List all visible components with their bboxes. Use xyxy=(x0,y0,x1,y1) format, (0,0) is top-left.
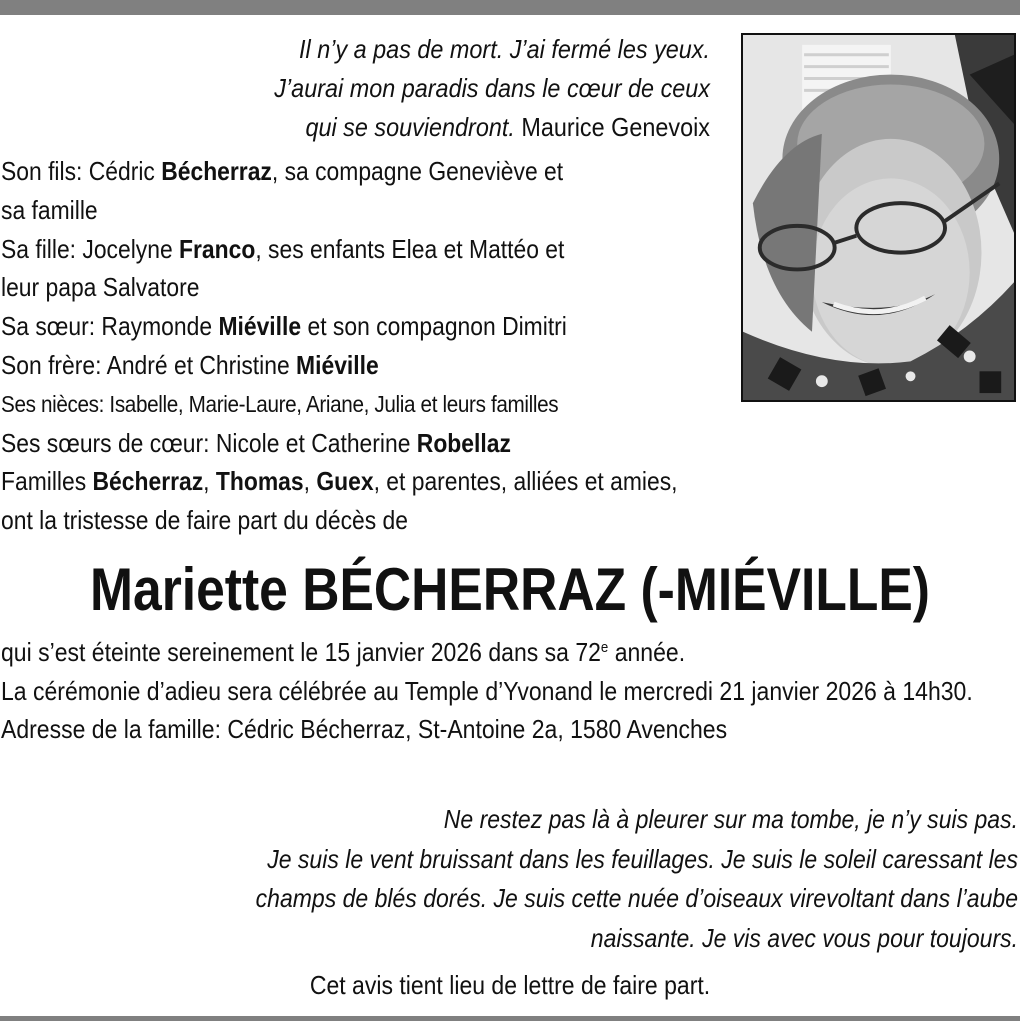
family-heart-sisters xyxy=(1,424,758,463)
family-son-suffix: , sa compagne Geneviève et xyxy=(271,156,564,186)
family-heart-sisters-prefix: Ses sœurs de cœur: Nicole et Catherine xyxy=(1,427,417,458)
portrait-photo xyxy=(741,33,1016,402)
families-suffix: , et parentes, alliées et amies, xyxy=(373,466,678,497)
family-son xyxy=(1,152,758,191)
family-sister-name: Miéville xyxy=(218,311,302,342)
families-name-3: Guex xyxy=(316,466,374,497)
bottom-rule xyxy=(0,1016,1020,1021)
families-sep-1: , xyxy=(203,466,216,497)
family-brother-name: Miéville xyxy=(296,349,379,380)
family-heart-sisters-name: Robellaz xyxy=(416,427,511,458)
family-son-line-2: sa famille xyxy=(1,194,98,225)
family-daughter-prefix: Sa fille: Jocelyne xyxy=(1,233,180,264)
family-sister xyxy=(1,307,758,346)
death-statement-suffix: année. xyxy=(608,637,686,667)
death-details xyxy=(1,633,1020,749)
family-list xyxy=(1,152,758,540)
families-name-2: Thomas xyxy=(215,466,304,497)
family-daughter-line-2: leur papa Salvatore xyxy=(1,272,200,303)
epigraph-line-1: Il n’y a pas de mort. J’ai fermé les yeux. xyxy=(299,34,710,64)
family-families xyxy=(1,462,758,501)
family-daughter-name: Franco xyxy=(179,233,256,264)
family-brother-prefix: Son frère: André et Christine xyxy=(1,349,297,380)
families-name-1: Bécherraz xyxy=(92,466,204,497)
death-statement xyxy=(1,633,1020,672)
closing-note: Cet avis tient lieu de lettre de faire part. xyxy=(309,970,711,1000)
death-statement-sup: e xyxy=(600,639,609,656)
family-sister-prefix: Sa sœur: Raymonde xyxy=(1,311,219,342)
families-prefix: Familles xyxy=(1,466,93,497)
family-daughter xyxy=(1,230,758,269)
family-address: Adresse de la famille: Cédric Bécherraz, St-Antoine 2a, 1580 Avenches xyxy=(1,714,728,744)
family-brother xyxy=(1,346,758,385)
epigraph-line-3: qui se souviendront. xyxy=(305,112,515,142)
poem-line-1: Ne restez pas là à pleurer sur ma tombe, je n’y suis pas. xyxy=(443,804,1018,834)
ceremony-info: La cérémonie d’adieu sera célébrée au Temple d’Yvonand le mercredi 21 janvier 2026 à 14h30. xyxy=(1,675,973,706)
family-nieces: Ses nièces: Isabelle, Marie-Laure, Ariane, Julia et leurs familles xyxy=(1,390,559,417)
poem-line-3: champs de blés dorés. Je suis cette nuée d’oiseaux virevoltant dans l’aube xyxy=(255,883,1019,913)
epigraph-author: Maurice Genevoix xyxy=(521,112,710,142)
epigraph-quote xyxy=(152,30,710,147)
family-daughter-suffix: , ses enfants Elea et Mattéo et xyxy=(255,233,565,264)
closing-poem xyxy=(0,800,1018,958)
families-sep-2: , xyxy=(303,466,317,497)
family-sister-suffix: et son compagnon Dimitri xyxy=(301,311,567,342)
portrait-image xyxy=(743,35,1014,400)
deceased-name: Mariette BÉCHERRAZ (-MIÉVILLE) xyxy=(90,556,930,623)
death-statement-prefix: qui s’est éteinte sereinement le 15 janvier 2026 dans sa 72 xyxy=(1,637,601,667)
poem-line-2: Je suis le vent bruissant dans les feuillages. Je suis le soleil caressant les xyxy=(267,843,1018,874)
family-announcement: ont la tristesse de faire part du décès de xyxy=(1,505,408,536)
epigraph-line-2: J’aurai mon paradis dans le cœur de ceux xyxy=(274,73,710,103)
poem-line-4: naissante. Je vis avec vous pour toujours. xyxy=(590,922,1018,953)
family-son-name: Bécherraz xyxy=(161,156,272,186)
top-rule xyxy=(0,0,1020,15)
family-son-prefix: Son fils: Cédric xyxy=(1,156,162,186)
